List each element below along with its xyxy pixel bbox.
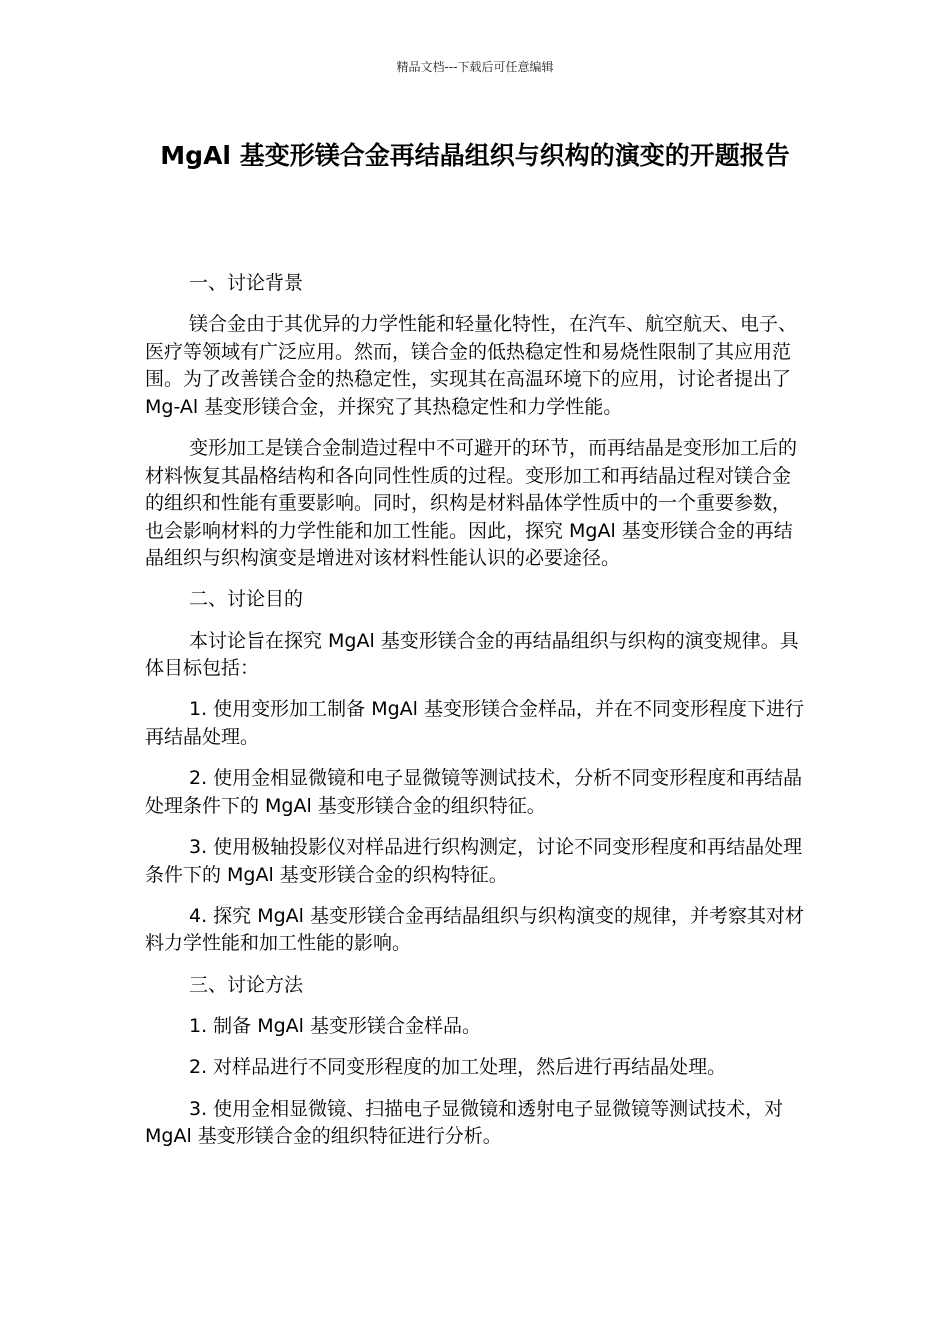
list-item: 3. 使用极轴投影仪对样品进行织构测定，讨论不同变形程度和再结晶处理条件下的 MgAl 基变形镁合金的织构特征。: [145, 836, 803, 886]
list-item: 1. 制备 MgAl 基变形镁合金样品。: [189, 1014, 481, 1037]
paragraph: 镁合金由于其优异的力学性能和轻量化特性，在汽车、航空航天、电子、医疗等领域有广泛应用。然而，镁合金的低热稳定性和易烧性限制了其应用范围。为了改善镁合金的热稳定性，实现其在高温环境下的应用，讨论者提出了 Mg-Al 基变形镁合金，并探究了其热稳定性和力学性能。: [145, 313, 798, 418]
list-item: 2. 对样品进行不同变形程度的加工处理，然后进行再结晶处理。: [189, 1056, 727, 1079]
section-heading-method: 三、讨论方法: [189, 973, 304, 996]
list-item: 3. 使用金相显微镜、扫描电子显微镜和透射电子显微镜等测试技术，对 MgAl 基变形镁合金的组织特征进行分析。: [145, 1097, 784, 1148]
list-item: 1. 使用变形加工制备 MgAl 基变形镁合金样品，并在不同变形程度下进行再结晶处理。: [145, 698, 804, 748]
document-body: [145, 270, 805, 1164]
paragraph: 变形加工是镁合金制造过程中不可避开的环节，而再结晶是变形加工后的材料恢复其晶格结构和各向同性性质的过程。变形加工和再结晶过程对镁合金的组织和性能有重要影响。同时，织构是材料晶体学性质中的一个重要参数，也会影响材料的力学性能和加工性能。因此，探究 MgAl 基变形镁合金的再结晶组织与织构演变是增进对该材料性能认识的必要途径。: [145, 437, 798, 570]
section-heading-purpose: 二、讨论目的: [189, 588, 304, 611]
header-note: 精品文档---下载后可任意编辑: [396, 60, 554, 74]
paragraph: 本讨论旨在探究 MgAl 基变形镁合金的再结晶组织与织构的演变规律。具体目标包括：: [145, 629, 799, 680]
document-title: MgAl 基变形镁合金再结晶组织与织构的演变的开题报告: [160, 141, 790, 170]
list-item: 4. 探究 MgAl 基变形镁合金再结晶组织与织构演变的规律，并考察其对材料力学性能和加工性能的影响。: [145, 904, 804, 955]
section-heading-background: 一、讨论背景: [189, 272, 304, 294]
list-item: 2. 使用金相显微镜和电子显微镜等测试技术，分析不同变形程度和再结晶处理条件下的 MgAl 基变形镁合金的组织特征。: [145, 767, 803, 817]
